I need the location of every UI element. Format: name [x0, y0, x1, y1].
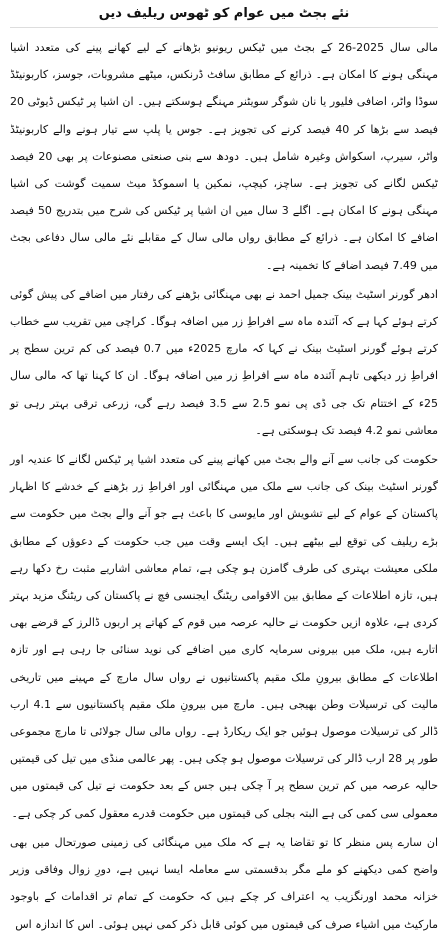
paragraph-1: مالی سال 2025-26 کے بجٹ میں ٹیکس ریونیو بڑھانے کے لیے کھانے پینے کی متعدد اشیا مہنگی ہونے کا امکان ہے۔ ذرائع کے مطابق سافٹ ڈرنکس، میٹھے مشروبات، جوسز، کاربونیٹڈ سوڈا واٹر، اضافی فلیور یا نان شوگر سویٹنر مہنگے ہوسکتے ہیں۔ ان اشیا پر ٹیکس ڈیوٹی 20 فیصد سے بڑھا کر 40 فیصد کرنے کی تجویز ہے۔ جوس یا پلپ سے تیار ہونے والے کاربونیٹڈ واٹر، سیرپ، اسکواش وغیرہ شامل ہیں۔ دودھ سے بنی صنعتی مصنوعات پر بھی 20 فیصد ٹیکس لگانے کی تجویز ہے۔ ساچز، کیچپ، نمکین یا اسموکڈ میٹ سمیت گوشت کی اشیا مہنگی ہونے کا امکان ہے۔ اگلے 3 سال میں ان اشیا پر ٹیکس کی شرح میں بتدریج 50 فیصد اضافے کا امکان ہے۔ ذرائع کے مطابق رواں مالی سال کے مقابلے نئے مالی سال دفاعی بجٹ میں 7.49 فیصد اضافے کا تخمینہ ہے۔ — [10, 41, 438, 272]
editorial-headline: نئے بجٹ میں عوام کو ٹھوس ریلیف دیں — [10, 4, 438, 28]
paragraph-3: حکومت کی جانب سے آنے والے بجٹ میں کھانے پینے کی متعدد اشیا پر ٹیکس لگانے کا عندیہ اور گورنر اسٹیٹ بینک کی جانب سے ملک میں مہنگائی اور افراطِ زر بڑھنے کے خدشے کا اظہار پاکستان کے عوام کے لیے تشویش اور مایوسی کا باعث ہے جو آنے والے بجٹ میں حکومت سے بڑے ریلیف کی توقع لیے بیٹھے ہیں۔ ایک ایسے وقت میں جب حکومت کے دعوؤں کے مطابق ملکی معیشت بہتری کی طرف گامزن ہو چکی ہے، تمام معاشی اشاریے مثبت رخ دکھا رہے ہیں، تازہ اطلاعات کے مطابق بین الاقوامی ریٹنگ ایجنسی فچ نے پاکستان کی ریٹنگ مزید بہتر کردی ہے، علاوہ ازیں حکومت نے حالیہ عرصہ میں قوم کے کھاتے پر اربوں ڈالرز کے قرضے بھی اتارے ہیں، ملک میں بیرونی سرمایہ کاری میں اضافے کی نوید سنائی جا رہی ہے اور تازہ اطلاعات کے مطابق بیرونِ ملک مقیم پاکستانیوں نے رواں سال مارچ کے مہینے میں تاریخی مالیت کی ترسیلات وطن بھیجی ہیں۔ مارچ میں بیرونِ ملک مقیم پاکستانیوں سے 4.1 ارب ڈالر کی ترسیلات موصول ہوئیں جو ایک ریکارڈ ہے۔ رواں مالی سال جولائی تا مارچ مجموعی طور پر 28 ارب ڈالر کی ترسیلات موصول ہو چکی ہیں۔ پھر عالمی منڈی میں تیل کی قیمتیں حالیہ عرصہ میں کم ترین سطح پر آ چکی ہیں جس کے بعد حکومت نے تیل کی قیمتوں میں معمولی سی کمی کی ہے البتہ بجلی کی قیمتوں میں حکومت قدرے معقول کمی کر چکی ہے۔ — [10, 453, 438, 820]
editorial-body — [10, 34, 438, 938]
paragraph-4: ان سارے پس منظر کا تو تقاضا یہ ہے کہ ملک میں مہنگائی کی زمینی صورتحال میں بھی واضح کمی دیکھنے کو ملے مگر بدقسمتی سے معاملہ ایسا نہیں ہے، دورِ زوال وفاقی وزیر خزانہ محمد اورنگزیب یہ اعتراف کر چکے ہیں کہ حکومت کے تمام تر اقدامات کے باوجود مارکیٹ میں اشیاء صرف کی قیمتوں میں کوئی قابل ذکر کمی نہیں ہوئی۔ اس کا اندازہ اس — [10, 835, 438, 931]
paragraph-2: ادھر گورنر اسٹیٹ بینک جمیل احمد نے بھی مہنگائی بڑھنے کی رفتار میں اضافے کی پیش گوئی کرتے ہوئے کہا ہے کہ آئندہ ماہ سے افراطِ زر میں اضافہ ہوگا۔ کراچی میں تقریب سے خطاب کرتے ہوئے گورنر اسٹیٹ بینک نے کہا کہ مارچ 2025ء میں 0.7 فیصد کی کم ترین سطح پر افراطِ زر دیکھی تاہم آئندہ ماہ سے افراطِ زر میں اضافہ ہوگا۔ ان کا کہنا تھا کہ مالی سال 25ء کے اختتام تک جی ڈی پی نمو 2.5 سے 3.5 فیصد رہے گی، زرعی ترقی بہتر رہی تو معاشی نمو 4.2 فیصد تک ہوسکتی ہے۔ — [10, 287, 439, 437]
